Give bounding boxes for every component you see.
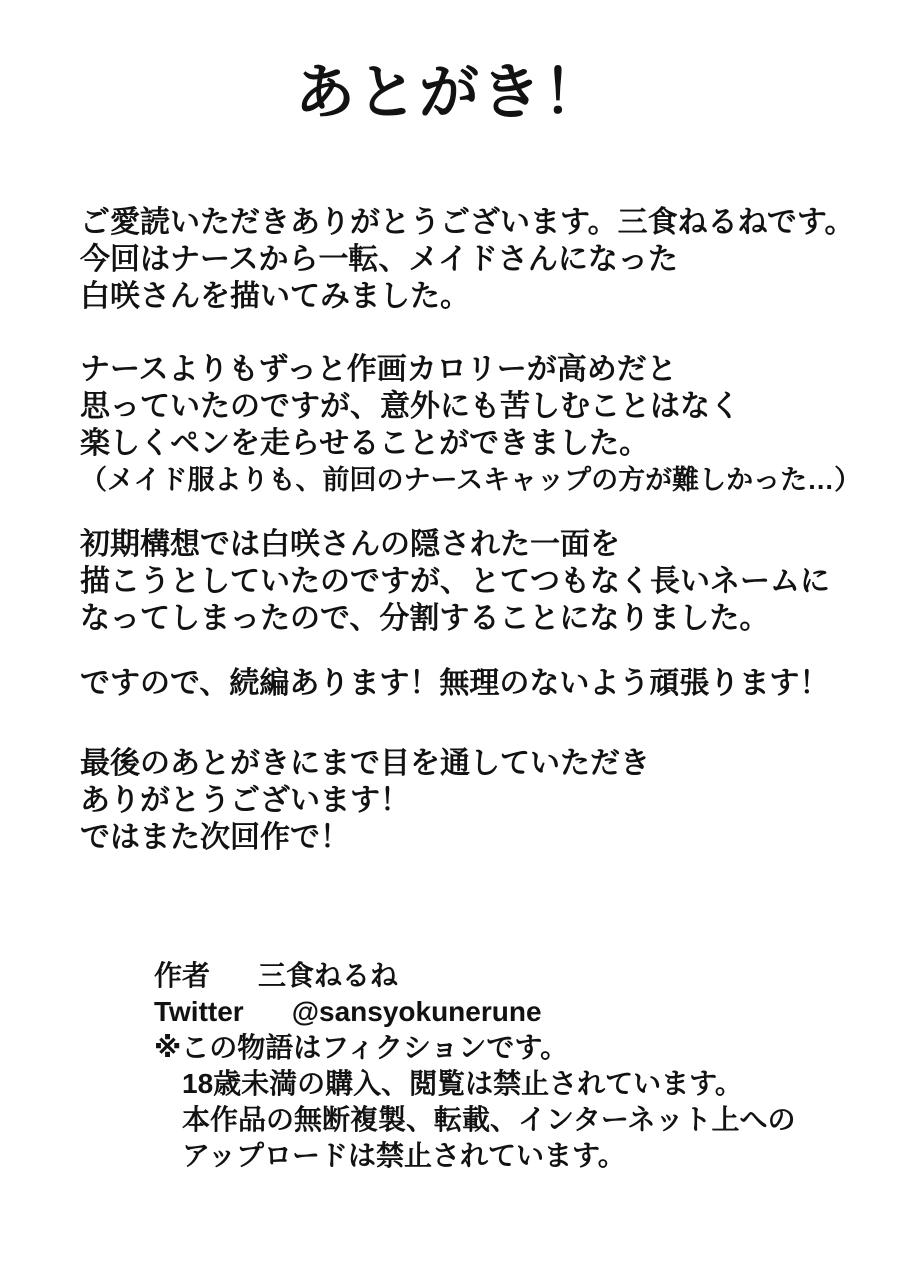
page-title: あとがき！ [295, 59, 605, 126]
author-line [154, 958, 795, 994]
text-line: なってしまったので、分割することになりました。 [80, 602, 770, 635]
colophon [154, 958, 795, 1174]
author-name: 三食ねるね [258, 960, 399, 991]
parenthetical-note: （メイド服よりも、前回のナースキャップの方が難しかった…） [80, 465, 862, 495]
text-line: 楽しくペンを走らせることができました。 [80, 427, 650, 460]
no-reproduction-notice: 本作品の無断複製、転載、インターネット上への [182, 1104, 796, 1135]
text-line: 思っていたのですが、意外にも苦しむことはなく [80, 390, 740, 423]
paragraph-drawing [80, 351, 861, 499]
text-line: ナースよりもずっと作画カロリーが高めだと [80, 353, 677, 386]
twitter-line [154, 994, 795, 1030]
text-line: 今回はナースから一転、メイドさんになった [80, 243, 678, 276]
no-upload-notice: アップロードは禁止されています。 [182, 1140, 626, 1171]
text-line: ありがとうございます！ [80, 784, 410, 817]
text-line: 初期構想では白咲さんの隠された一面を [80, 528, 620, 561]
text-line: ではまた次回作で！ [80, 821, 350, 854]
text-line: 描こうとしていたのですが、とてつもなく長いネームに [80, 565, 830, 598]
text-line: ですので、続編あります！無理のないよう頑張ります！ [80, 667, 830, 700]
text-line: 最後のあとがきにまで目を通していただき [80, 747, 650, 780]
paragraph-greeting [80, 204, 854, 315]
twitter-label: Twitter [154, 996, 244, 1027]
text-line: 白咲さんを描いてみました。 [80, 280, 470, 313]
paragraph-sequel [80, 665, 829, 702]
author-label: 作者 [154, 960, 211, 991]
age-restriction-notice: 18歳未満の購入、閲覧は禁止されています。 [182, 1068, 743, 1099]
paragraph-concept [80, 526, 830, 637]
fiction-notice: ※この物語はフィクションです。 [154, 1032, 569, 1063]
twitter-handle: @sansyokunerune [291, 996, 542, 1027]
paragraph-thanks [80, 745, 650, 856]
text-line: ご愛読いただきありがとうございます。三食ねるねです。 [80, 206, 855, 239]
